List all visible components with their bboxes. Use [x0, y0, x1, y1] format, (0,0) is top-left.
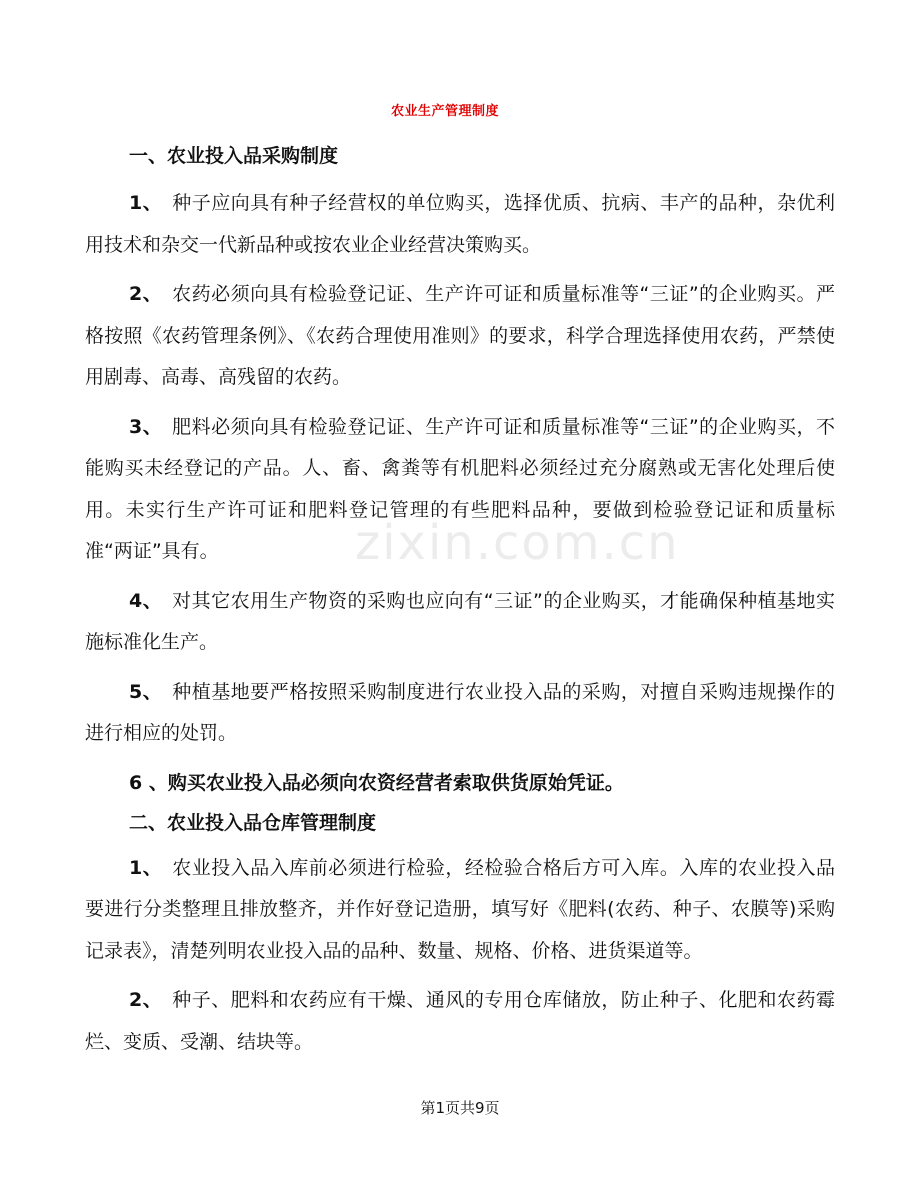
- paragraph-1-4: [85, 581, 835, 664]
- watermark: zixin.com.cn: [355, 515, 680, 571]
- item-number: 2、: [129, 283, 163, 305]
- item-number: 3、: [129, 415, 163, 438]
- paragraph-text: 种子应向具有种子经营权的单位购买，选择优质、抗病、丰产的品种，杂优利用技术和杂交一代新品种或按农业企业经营决策购买。: [85, 192, 835, 256]
- document-body: [85, 140, 835, 1063]
- document-title: 农业生产管理制度: [390, 104, 499, 119]
- paragraph-1-1: [85, 183, 835, 266]
- paragraph-1-5: [85, 672, 835, 755]
- section-heading-2: 二、农业投入品仓库管理制度: [129, 811, 377, 834]
- paragraph-text: 种子、肥料和农药应有干燥、通风的专用仓库储放，防止种子、化肥和农药霉烂、变质、受潮、结块等。: [85, 989, 835, 1053]
- item-number: 1、: [129, 192, 163, 214]
- paragraph-1-6: 6 、购买农业投入品必须向农资经营者索取供货原始凭证。: [129, 771, 624, 794]
- paragraph-text: 农业投入品入库前必须进行检验，经检验合格后方可入库。入库的农业投入品要进行分类整理且排放整齐，并作好登记造册，填写好《肥料(农药、种子、农膜等)采购记录表》，清楚列明农业投入品的品种、数量、规格、价格、进货渠道等。: [85, 856, 835, 962]
- paragraph-text: 农药必须向具有检验登记证、生产许可证和质量标准等“三证”的企业购买。严格按照《农药管理条例》、《农药合理使用准则》的要求，科学合理选择使用农药，严禁使用剧毒、高毒、高残留的农药。: [85, 283, 835, 388]
- item-number: 4、: [129, 589, 163, 612]
- paragraph-text: 肥料必须向具有检验登记证、生产许可证和质量标准等“三证”的企业购买，不能购买未经登记的产品。人、畜、禽粪等有机肥料必须经过充分腐熟或无害化处理后使用。未实行生产许可证和肥料登记管理的有些肥料品种，要做到检验登记证和质量标准“两证”具有。: [85, 415, 835, 562]
- item-number: 5、: [129, 680, 163, 703]
- paragraph-text: 种植基地要严格按照采购制度进行农业投入品的采购，对擅自采购违规操作的进行相应的处罚。: [85, 680, 835, 744]
- paragraph-2-2: [85, 980, 835, 1063]
- item-number: 1、: [129, 856, 163, 879]
- paragraph-1-3: [85, 407, 835, 573]
- item-number: 2、: [129, 989, 163, 1011]
- paragraph-text: 对其它农用生产物资的采购也应向有“三证”的企业购买，才能确保种植基地实施标准化生产。: [85, 589, 835, 653]
- paragraph-1-2: [85, 274, 835, 399]
- section-heading-1: 一、农业投入品采购制度: [129, 145, 339, 167]
- paragraph-2-1: [85, 848, 835, 973]
- page-footer: 第1页共9页: [420, 1099, 500, 1117]
